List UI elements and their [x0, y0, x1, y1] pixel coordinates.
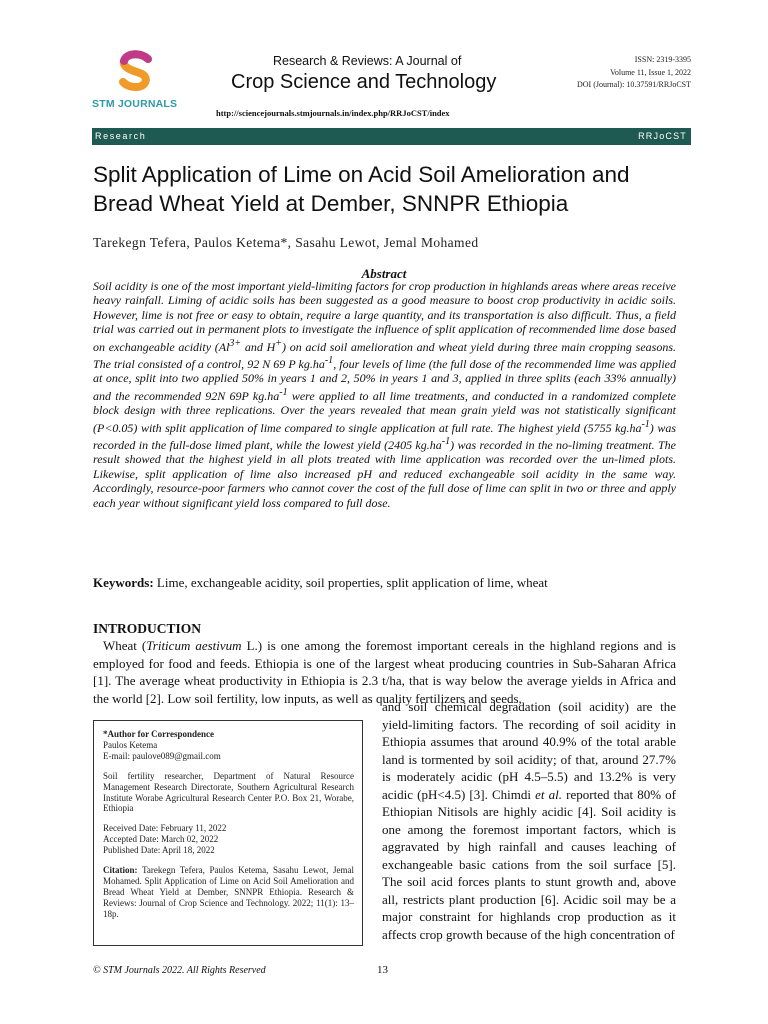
article-title: Split Application of Lime on Acid Soil Amelioration and Bread Wheat Yield at Dember, SNNPR Ethiopia [93, 162, 630, 216]
introduction-heading: INTRODUCTION [93, 621, 202, 636]
journal-url-link[interactable]: http://sciencejournals.stmjournals.in/index.php/RRJoCST/index [216, 108, 450, 118]
keywords-label: Keywords: [93, 575, 154, 590]
accepted-date: Accepted Date: March 02, 2022 [103, 834, 219, 845]
page-number: 13 [377, 964, 388, 976]
logo-wordmark: STM JOURNALS [92, 98, 178, 110]
published-date: Published Date: April 18, 2022 [103, 845, 215, 856]
correspondence-affiliation: Soil fertility researcher, Department of Natural Resource Management Research Directorate, Southern Agricultural Research Institute Worabe Agricultural Research Center P.O. Box 21, Worabe, Ethiopia [103, 770, 354, 814]
footer-copyright: © STM Journals 2022. All Rights Reserved [93, 965, 266, 976]
journal-meta [577, 54, 691, 92]
correspondence-box [93, 720, 363, 946]
section-label: Research [95, 131, 147, 141]
correspondence-heading: *Author for Correspondence [103, 729, 214, 739]
citation: Citation: Tarekegn Tefera, Paulos Ketema, Sasahu Lewot, Jemal Mohamed. Split Application of Lime on Acid Soil Amelioration and Bread Wheat Yield at Dember, SNNPR Ethiopia. Research & Reviews: Journal of Crop Science and Technology. 2022; 11(1): 13–18p. [103, 865, 354, 919]
journal-doi: DOI (Journal): 10.37591/RRJoCST [577, 80, 691, 90]
author-list: Tarekegn Tefera, Paulos Ketema*, Sasahu Lewot, Jemal Mohamed [93, 235, 479, 250]
received-date: Received Date: February 11, 2022 [103, 823, 227, 834]
volume-issue: Volume 11, Issue 1, 2022 [610, 67, 691, 77]
s-logo-icon [86, 50, 182, 100]
journal-prefix: Research & Reviews: A Journal of [273, 54, 462, 68]
issn: ISSN: 2319-3395 [634, 55, 691, 64]
abstract-body: Soil acidity is one of the most important yield-limiting factors for crop production in highlands areas where areas receive heavy rainfall. Liming of acidic soils has been suggested as a good measure to boost crop productivity in acidic soils. However, lime is not free or easy to obtain, require a large quantity, and its transportation is also difficult. Thus, a field trial was carried out in permanent plots to investigate the influence of split application of recommended lime dose based on exchangeable acidity ($Al^{3+}$ and H+) on acid soil amelioration and wheat yield during three main cropping seasons. The trial consisted of a control, 92 N 69 P $kg.ha^{-1}$, four levels of lime (the full dose of the recommended lime was applied at once, split into two applied 50% in years 1 and 2, 50% in years 1 and 3, applied in three splits (each 33% annually) and the recommended 92N 69P $kg.ha^{-1}$ were applied to all lime treatments, and conducted in a randomized complete block design with three replications. Over the years revealed that mean grain yield was not statistically significant (P<0.05) with split application of lime compared to single application at full rate. The highest yield (5755 $kg.ha^{-1}$) was recorded in the full-dose limed plant, while the lowest yield (2405 $kg.ha^{-1}$) was recorded in the no-liming treatment. The result showed that the highest yield in all plots treated with lime application was recorded over the un-limed plots. Likewise, split application of lime also increased pH and reduced exchangeable soil acidity in the same way. Accordingly, resource-poor farmers who cannot cover the cost of the full dose of lime can split in two or three and apply each year without significant yield loss compared to full dose. [93, 279, 677, 510]
keywords-list: Lime, exchangeable acidity, soil properties, split application of lime, wheat [153, 575, 548, 590]
correspondence-name: Paulos Ketema [103, 739, 158, 750]
journal-name: Crop Science and Technology [231, 71, 497, 93]
journal-abbrev: RRJoCST [638, 131, 687, 141]
correspondence-email[interactable]: E-mail: paulove089@gmail.com [103, 750, 221, 761]
introduction-paragraph: Wheat (Triticum aestivum L.) is one among the foremost important cereals in the highland regions and is employed for food and feeds. Ethiopia is one of the largest wheat producing countries in Sub-Saharan Africa [1]. The average wheat productivity in Ethiopia is 2.3 t/ha, that is way below the average yields in Africa and the world [2]. Low soil fertility, low inputs, as well as quality fertilizers and seeds, [93, 638, 676, 706]
introduction-paragraph-continued: and soil chemical degradation (soil acidity) are the yield-limiting factors. The recording of soil acidity in Ethiopia assumes that around 40.9% of the total arable land is tormented by soil acidity; of that, around 27.7% is moderately acidic (pH 4.5–5.5) and 13.2% is very acidic (pH<4.5) [3]. Chimdi et al. reported that 80% of Ethiopian Nitisols are highly acidic [4]. Soil acidity is one among the foremost important factors, which is aggravated by high rainfall and causes leaching of exchangeable basic cations from the soil surface [5]. The soil acid forces plants to stunt growth and, above all, restricts plant production [6]. Acidic soil may be a major constraint for highlands crop production as it affects crop growth because of the high concentration of [382, 699, 677, 942]
abstract-heading: Abstract [361, 266, 407, 281]
section-band [92, 128, 691, 145]
keywords [93, 575, 683, 591]
